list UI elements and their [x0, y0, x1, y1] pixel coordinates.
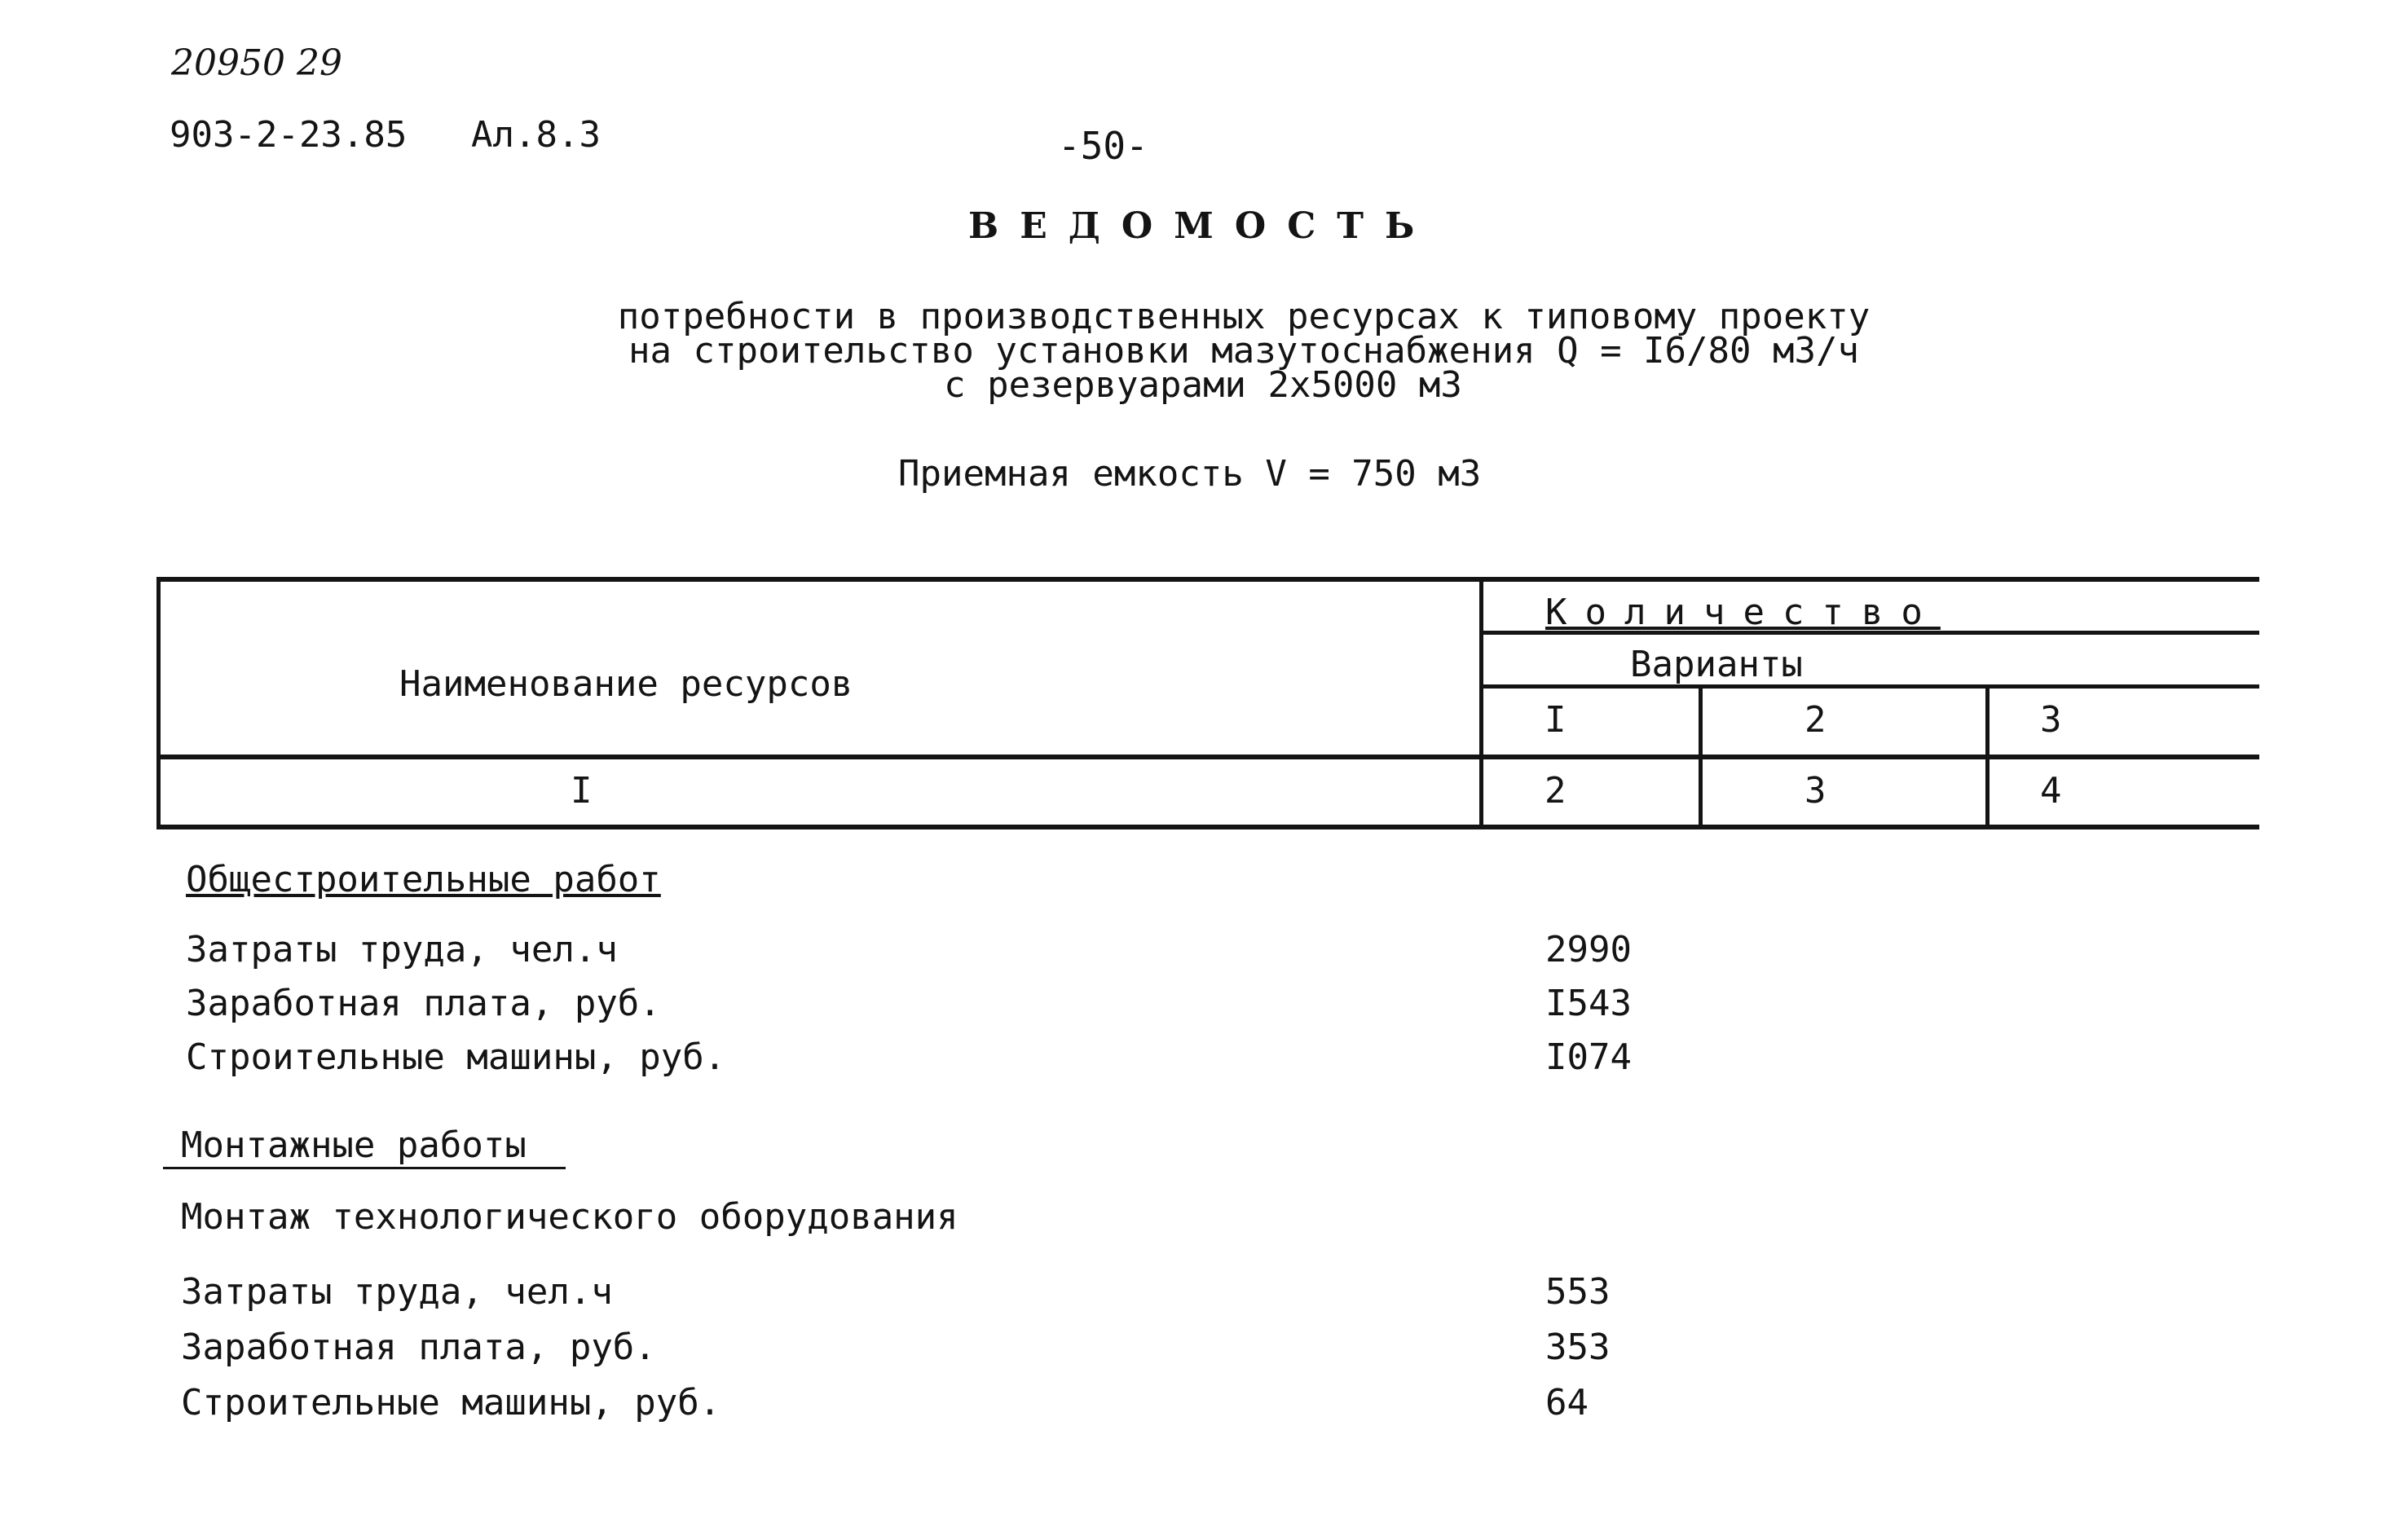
- row-label: Заработная плата, руб.: [186, 983, 661, 1024]
- column-number-2: 2: [1545, 770, 1567, 812]
- handwritten-number: 20950 29: [171, 42, 342, 84]
- document-code: 903-2-23.85: [170, 114, 408, 156]
- subtitle-line-1: потребности в производственных ресурсах к типовому проекту: [617, 296, 1871, 337]
- section-title-underline: [163, 1167, 566, 1169]
- column-number-3: 3: [1804, 770, 1827, 812]
- capacity-line: Приемная емкость V = 750 м3: [898, 453, 1482, 495]
- row-label: Затраты труда, чел.ч: [181, 1271, 613, 1313]
- row-value: I074: [1545, 1036, 1632, 1078]
- variants-underline: [1482, 684, 2259, 689]
- section-subtitle: Монтаж технологического оборудования: [181, 1196, 958, 1238]
- row-value: 353: [1545, 1327, 1611, 1368]
- table-top-rule: [156, 577, 2259, 582]
- resource-name-header: Наименование ресурсов: [399, 663, 853, 705]
- quantity-header: Количество: [1545, 592, 1941, 633]
- row-value: 64: [1545, 1382, 1589, 1423]
- row-value: I543: [1545, 983, 1632, 1024]
- table-bottom-rule: [156, 825, 2259, 829]
- subtitle-line-3: с резервуарами 2х5000 м3: [944, 364, 1462, 406]
- section-title-general-construction: Общестроительные работ: [186, 859, 661, 900]
- row-label: Строительные машины, руб.: [181, 1382, 721, 1423]
- table-left-border: [156, 577, 161, 829]
- row-value: 2990: [1545, 929, 1632, 970]
- sheet-label: Ал.8.3: [471, 114, 601, 156]
- variant-label-3: 3: [2040, 699, 2062, 741]
- section-title-installation: Монтажные работы: [181, 1124, 527, 1166]
- row-label: Заработная плата, руб.: [181, 1327, 656, 1368]
- row-label: Затраты труда, чел.ч: [186, 929, 618, 970]
- variant-divider-2: [1985, 684, 1990, 829]
- document-title: ВЕДОМОСТЬ: [968, 205, 1436, 247]
- page-number: -50-: [1058, 124, 1148, 168]
- name-column-divider: [1479, 577, 1483, 829]
- column-number-1: I: [571, 770, 593, 812]
- variant-divider-1: [1699, 684, 1703, 829]
- header-bottom-rule: [156, 755, 2259, 759]
- row-label: Строительные машины, руб.: [186, 1036, 726, 1078]
- variant-label-2: 2: [1804, 699, 1827, 741]
- variant-label-1: I: [1545, 699, 1567, 741]
- column-number-4: 4: [2040, 770, 2062, 812]
- row-value: 553: [1545, 1271, 1611, 1313]
- subtitle-line-2: на строительство установки мазутоснабжения Q = I6/80 м3/ч: [628, 330, 1859, 372]
- variants-header: Варианты: [1630, 644, 1803, 685]
